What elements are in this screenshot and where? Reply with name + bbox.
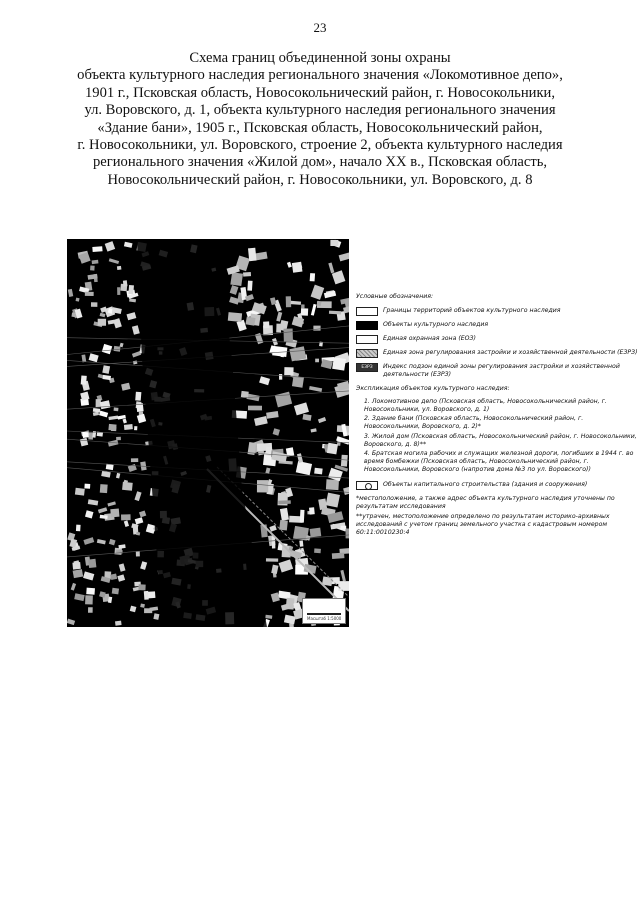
building-footprint xyxy=(241,391,249,398)
title-line: ул. Воровского, д. 1, объекта культурного наследия регионального значения xyxy=(84,102,556,119)
building-footprint xyxy=(243,272,251,277)
explication-list xyxy=(356,398,640,475)
ezrz-index-swatch: ЕЗРЗ xyxy=(356,363,378,372)
building-footprint xyxy=(138,584,145,590)
explication-item: 1. Локомотивное депо (Псковская область, Новосокольнический район, г. Новосокольники, ул. Воровского, д. 1) xyxy=(364,397,607,414)
legend-label: Границы территорий объектов культурного наследия xyxy=(383,307,561,315)
building-footprint xyxy=(332,553,345,559)
building-footprint xyxy=(92,260,99,264)
building-footprint xyxy=(88,607,93,613)
legend-heading: Условные обозначения: xyxy=(356,293,434,300)
footnote: **утрачен, местоположение определено по результатам историко-архивных исследований с учетом границ земельного участка с кадастровым номером 60:11:0010230:4 xyxy=(356,513,610,537)
building-footprint xyxy=(88,559,96,568)
legend-label: Единая зона регулирования застройки и хозяйственной деятельности (ЕЗРЗ) xyxy=(383,349,638,357)
eoz-swatch xyxy=(356,335,378,344)
ezrz-swatch xyxy=(356,349,378,358)
building-footprint xyxy=(144,608,152,613)
building-footprint xyxy=(327,443,338,455)
building-footprint xyxy=(346,528,350,538)
building-footprint xyxy=(115,621,122,626)
title-line: Новосокольнический район, г. Новосокольники, ул. Воровского, д. 8 xyxy=(107,171,533,188)
building-footprint xyxy=(309,507,315,514)
building-footprint xyxy=(135,392,141,401)
map-legend xyxy=(356,293,640,538)
building-footprint xyxy=(230,272,243,286)
legend-label: Единая охранная зона (ЕОЗ) xyxy=(383,335,476,343)
capital-objects-swatch xyxy=(356,481,378,490)
explication-item: 4. Братская могила рабочих и служащих железной дороги, погибших в 1944 г. во время бомбежки (Псковская область, Новосокольнический район, г. Новосокольники, Воровского (напротив дома №3 по ул. Воровского)) xyxy=(364,450,634,474)
building-footprint xyxy=(245,317,255,326)
building-footprint xyxy=(114,407,119,411)
building-footprint xyxy=(123,280,128,286)
building-footprint xyxy=(248,248,257,262)
building-footprint xyxy=(330,240,338,246)
building-footprint xyxy=(72,562,80,570)
building-footprint xyxy=(98,319,106,326)
title-line: 1901 г., Псковская область, Новосокольнический район, г. Новосокольники, xyxy=(84,84,556,101)
building-footprint xyxy=(108,424,116,431)
legend-item-ezrz xyxy=(356,349,640,358)
building-footprint xyxy=(134,426,137,430)
building-footprint xyxy=(76,298,80,302)
legend-item-capital-objects xyxy=(356,481,640,490)
building-footprint xyxy=(263,321,269,328)
building-footprint xyxy=(100,484,108,493)
building-footprint xyxy=(117,266,122,270)
building-footprint xyxy=(228,312,242,322)
legend-item-ezrz-index xyxy=(356,363,640,379)
building-footprint xyxy=(314,548,321,553)
building-footprint xyxy=(81,376,87,385)
building-footprint xyxy=(112,588,119,595)
boundary-swatch xyxy=(356,307,378,316)
building-footprint xyxy=(310,528,322,538)
building-footprint xyxy=(341,455,348,467)
building-footprint xyxy=(257,480,268,492)
title-line: г. Новосокольники, ул. Воровского, строение 2, объекта культурного наследия xyxy=(77,137,563,154)
building-footprint xyxy=(76,525,81,532)
building-footprint xyxy=(284,328,293,341)
footnote: *местоположение, а также адрес объекта культурного наследия уточнены по результатам исследования xyxy=(356,494,615,510)
building-footprint xyxy=(122,482,133,491)
title-line: «Здание бани», 1905 г., Псковская область, Новосокольнический район, xyxy=(97,119,543,136)
building-footprint xyxy=(278,500,291,504)
legend-label: Объекты культурного наследия xyxy=(383,321,489,329)
building-footprint xyxy=(90,266,95,271)
building-footprint xyxy=(85,292,94,296)
explication-heading: Экспликация объектов культурного наследия: xyxy=(356,384,510,392)
explication-item: 3. Жилой дом (Псковская область, Новосокольнический район, г. Новосокольники, Воровского, д. 8)** xyxy=(364,432,637,448)
building-footprint xyxy=(136,551,140,556)
map-image xyxy=(67,239,349,627)
page-number: 23 xyxy=(313,20,327,35)
building-footprint xyxy=(266,558,278,562)
building-footprint xyxy=(86,588,95,595)
building-footprint xyxy=(279,520,288,531)
building-footprint xyxy=(279,374,282,380)
building-footprint xyxy=(131,458,138,462)
legend-item-heritage-objects xyxy=(356,321,640,330)
building-footprint xyxy=(284,367,293,375)
building-footprint xyxy=(341,526,347,529)
building-footprint xyxy=(82,431,89,438)
building-footprint xyxy=(75,488,85,496)
building-footprint xyxy=(116,437,121,441)
building-footprint xyxy=(247,281,252,291)
building-footprint xyxy=(121,514,131,520)
building-footprint xyxy=(84,484,90,489)
legend-label: Индекс подзон единой зоны регулирования застройки и хозяйственной деятельности (ЕЗРЗ) xyxy=(383,363,620,379)
document-title xyxy=(40,50,600,189)
legend-item-eoz xyxy=(356,335,640,344)
building-footprint xyxy=(299,540,303,546)
building-footprint xyxy=(326,479,339,490)
scale-label: Масштаб 1:5000 xyxy=(307,616,342,621)
satellite-map xyxy=(67,239,349,627)
legend-item-boundaries xyxy=(356,307,640,316)
building-footprint xyxy=(286,296,291,307)
building-footprint xyxy=(301,304,304,308)
building-footprint xyxy=(117,287,120,295)
building-footprint xyxy=(315,359,319,363)
building-footprint xyxy=(92,246,102,252)
building-footprint xyxy=(314,468,322,475)
building-footprint xyxy=(106,464,114,470)
building-footprint xyxy=(313,326,320,331)
building-footprint xyxy=(91,302,97,307)
building-footprint xyxy=(310,273,315,281)
building-footprint xyxy=(110,508,119,517)
building-footprint xyxy=(114,346,121,352)
building-footprint xyxy=(326,493,340,508)
explication-item: 2. Здание бани (Псковская область, Новосокольнический район, г. Новосокольники, Воровского, д. 2)* xyxy=(364,415,584,431)
building-footprint xyxy=(124,424,133,430)
title-line: Схема границ объединенной зоны охраны xyxy=(189,50,451,66)
building-footprint xyxy=(338,581,349,591)
building-footprint xyxy=(301,308,308,316)
building-footprint xyxy=(292,376,304,388)
building-footprint xyxy=(292,262,303,273)
building-footprint xyxy=(128,285,134,294)
building-footprint xyxy=(148,591,156,598)
title-line: регионального значения «Жилой дом», начало XX в., Псковская область, xyxy=(92,154,548,171)
legend-label: Объекты капитального строительства (здания и сооружения) xyxy=(383,480,588,488)
title-line: объекта культурного наследия регионального значения «Локомотивное депо», xyxy=(77,67,563,84)
building-footprint xyxy=(329,311,341,315)
heritage-swatch xyxy=(356,321,378,330)
building-footprint xyxy=(248,406,262,411)
building-footprint xyxy=(276,324,281,333)
building-footprint xyxy=(85,595,93,604)
building-footprint xyxy=(300,510,305,523)
map-scale xyxy=(302,598,346,624)
